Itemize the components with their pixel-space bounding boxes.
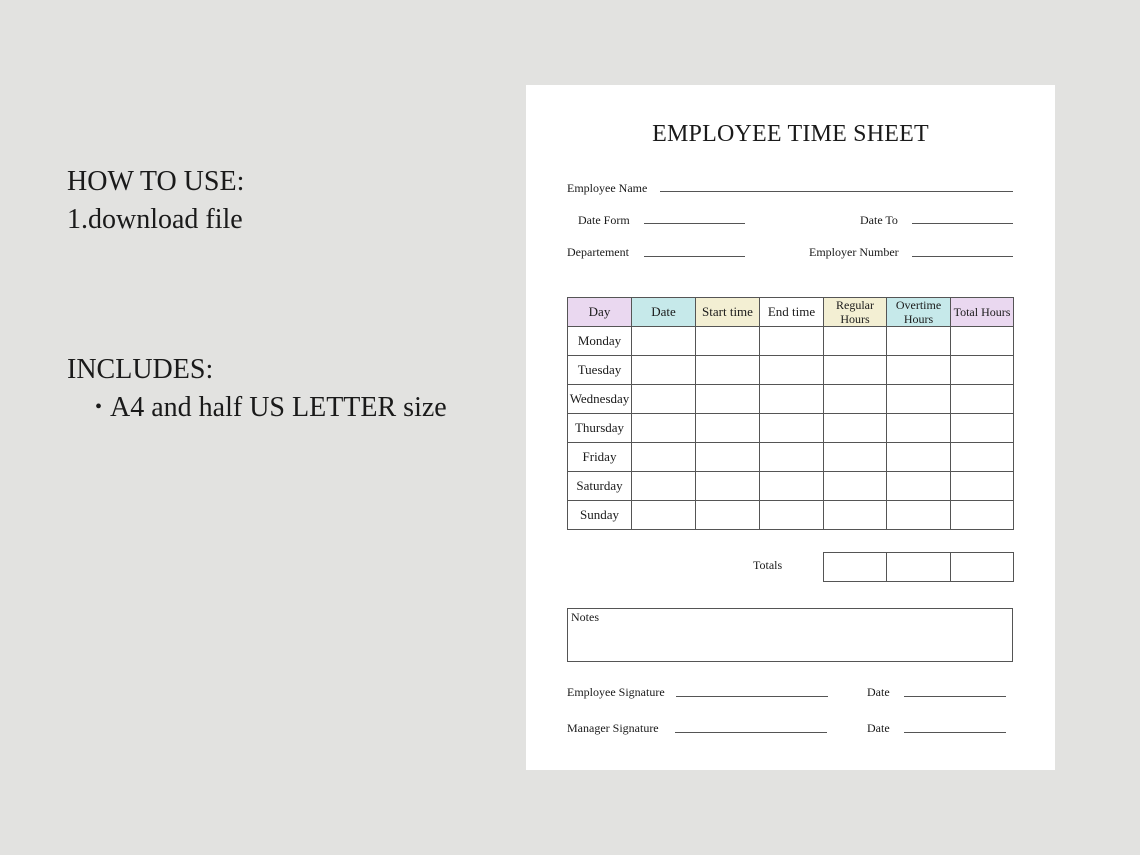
employer-number-label: Employer Number [809, 245, 899, 259]
includes-item-text: A4 and half US LETTER size [110, 392, 447, 423]
sheet-title: EMPLOYEE TIME SHEET [652, 121, 929, 147]
start-time-cell[interactable] [696, 414, 760, 443]
day-cell: Friday [568, 443, 632, 472]
start-time-cell[interactable] [696, 327, 760, 356]
table-row [568, 385, 1014, 414]
start-time-cell[interactable] [696, 356, 760, 385]
employer-number-line[interactable] [912, 256, 1013, 257]
end-time-cell[interactable] [760, 501, 824, 530]
regular-hours-cell[interactable] [824, 501, 887, 530]
notes-label: Notes [571, 610, 599, 624]
end-time-cell[interactable] [760, 327, 824, 356]
day-cell: Wednesday [568, 385, 632, 414]
totals-row [824, 553, 1014, 582]
start-time-cell[interactable] [696, 385, 760, 414]
day-cell: Saturday [568, 472, 632, 501]
day-cell: Sunday [568, 501, 632, 530]
regular-hours-cell[interactable] [824, 327, 887, 356]
overtime-hours-cell[interactable] [887, 385, 951, 414]
totals-table [823, 552, 1014, 582]
total-hours-cell[interactable] [951, 501, 1014, 530]
manager-signature-date-label: Date [867, 721, 890, 735]
header-total-hours: Total Hours [951, 298, 1014, 327]
totals-label: Totals [753, 558, 783, 572]
manager-signature-line[interactable] [675, 732, 827, 733]
includes-section [67, 351, 447, 429]
time-sheet-page [526, 85, 1055, 770]
how-to-use-step: 1.download file [67, 204, 243, 235]
date-from-line[interactable] [644, 223, 745, 224]
totals-total-cell[interactable] [951, 553, 1014, 582]
regular-hours-cell[interactable] [824, 385, 887, 414]
table-row [568, 472, 1014, 501]
includes-heading: INCLUDES: [67, 354, 214, 385]
total-hours-cell[interactable] [951, 385, 1014, 414]
day-cell: Tuesday [568, 356, 632, 385]
start-time-cell[interactable] [696, 472, 760, 501]
includes-item [67, 389, 447, 429]
employee-name-line[interactable] [660, 191, 1013, 192]
total-hours-cell[interactable] [951, 443, 1014, 472]
overtime-hours-cell[interactable] [887, 443, 951, 472]
employee-signature-label: Employee Signature [567, 685, 665, 699]
how-to-use-heading: HOW TO USE: [67, 166, 245, 197]
date-to-line[interactable] [912, 223, 1013, 224]
end-time-cell[interactable] [760, 385, 824, 414]
header-end-time: End time [760, 298, 824, 327]
date-from-label: Date Form [578, 213, 630, 227]
employee-signature-date-line[interactable] [904, 696, 1006, 697]
date-cell[interactable] [632, 501, 696, 530]
total-hours-cell[interactable] [951, 327, 1014, 356]
date-cell[interactable] [632, 356, 696, 385]
department-line[interactable] [644, 256, 745, 257]
end-time-cell[interactable] [760, 443, 824, 472]
overtime-hours-cell[interactable] [887, 501, 951, 530]
end-time-cell[interactable] [760, 472, 824, 501]
header-overtime-hours: Overtime Hours [887, 298, 951, 327]
header-day: Day [568, 298, 632, 327]
table-row [568, 443, 1014, 472]
employee-name-label: Employee Name [567, 181, 648, 195]
overtime-hours-cell[interactable] [887, 414, 951, 443]
date-cell[interactable] [632, 385, 696, 414]
department-label: Departement [567, 245, 629, 259]
table-header-row [568, 298, 1014, 327]
total-hours-cell[interactable] [951, 472, 1014, 501]
end-time-cell[interactable] [760, 356, 824, 385]
date-to-label: Date To [860, 213, 898, 227]
regular-hours-cell[interactable] [824, 472, 887, 501]
table-row [568, 327, 1014, 356]
totals-overtime-cell[interactable] [887, 553, 951, 582]
date-cell[interactable] [632, 414, 696, 443]
weekly-hours-table [567, 297, 1014, 530]
bullet-icon: • [95, 396, 103, 418]
employee-signature-line[interactable] [676, 696, 828, 697]
header-start-time: Start time [696, 298, 760, 327]
total-hours-cell[interactable] [951, 414, 1014, 443]
manager-signature-date-line[interactable] [904, 732, 1006, 733]
table-row [568, 414, 1014, 443]
header-regular-hours: Regular Hours [824, 298, 887, 327]
total-hours-cell[interactable] [951, 356, 1014, 385]
start-time-cell[interactable] [696, 501, 760, 530]
regular-hours-cell[interactable] [824, 356, 887, 385]
header-date: Date [632, 298, 696, 327]
overtime-hours-cell[interactable] [887, 472, 951, 501]
date-cell[interactable] [632, 327, 696, 356]
date-cell[interactable] [632, 443, 696, 472]
regular-hours-cell[interactable] [824, 414, 887, 443]
overtime-hours-cell[interactable] [887, 327, 951, 356]
how-to-use-section [67, 163, 244, 239]
start-time-cell[interactable] [696, 443, 760, 472]
end-time-cell[interactable] [760, 414, 824, 443]
regular-hours-cell[interactable] [824, 443, 887, 472]
employee-signature-date-label: Date [867, 685, 890, 699]
table-row [568, 501, 1014, 530]
day-cell: Thursday [568, 414, 632, 443]
manager-signature-label: Manager Signature [567, 721, 659, 735]
totals-regular-cell[interactable] [824, 553, 887, 582]
overtime-hours-cell[interactable] [887, 356, 951, 385]
notes-box[interactable] [567, 608, 1013, 662]
day-cell: Monday [568, 327, 632, 356]
date-cell[interactable] [632, 472, 696, 501]
table-row [568, 356, 1014, 385]
